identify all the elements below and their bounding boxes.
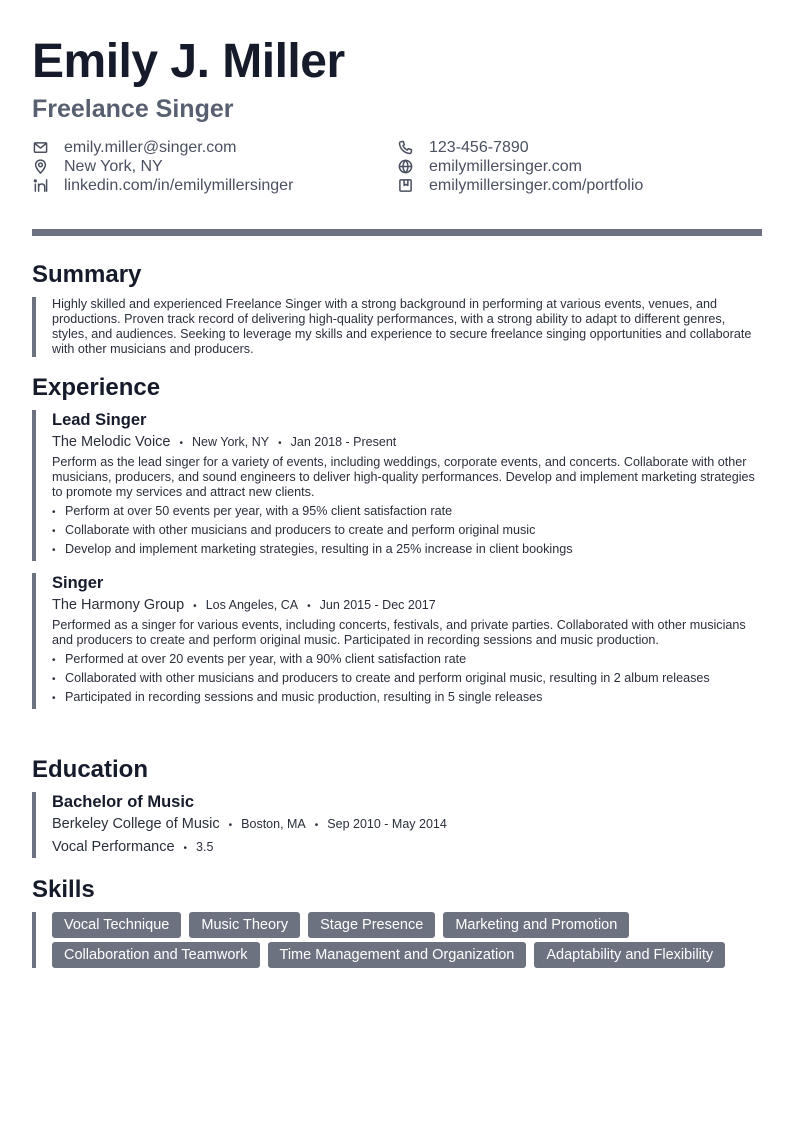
job-dates: Jan 2018 - Present xyxy=(290,435,397,449)
job-company: The Melodic Voice xyxy=(52,434,171,450)
job-company: The Harmony Group xyxy=(52,597,185,613)
job-dates: Jun 2015 - Dec 2017 xyxy=(319,598,436,612)
skill-tag: Marketing and Promotion xyxy=(443,912,629,938)
experience-item xyxy=(32,573,762,709)
phone-icon xyxy=(397,140,413,156)
skill-tag: Music Theory xyxy=(189,912,300,938)
header-divider xyxy=(32,229,762,236)
contact-location xyxy=(32,157,163,176)
summary-section xyxy=(32,297,762,357)
school-location: Boston, MA xyxy=(241,817,306,831)
contact-phone[interactable] xyxy=(397,138,529,157)
field-of-study: Vocal Performance xyxy=(52,839,175,855)
summary-text: Highly skilled and experienced Freelance Singer with a strong background in performing at various events, venues, and productions. Proven track record of delivering high-quality performances, with a strong ability to adapt to different genres, styles, and audiences. Seeking to leverage my skills and experience to secure freelance singing opportunities and collaborate with other musicians and producers. xyxy=(52,297,752,356)
achievement-item: • Participated in recording sessions and music production, resulting in 5 single releases xyxy=(52,690,762,705)
portfolio-icon xyxy=(397,178,413,194)
skill-tag: Adaptability and Flexibility xyxy=(534,942,725,968)
contact-portfolio-text: emilymillersinger.com/portfolio xyxy=(429,176,644,194)
job-achievements xyxy=(52,504,762,557)
achievement-item: • Collaborated with other musicians and producers to create and perform original music, resulting in 2 album releases xyxy=(52,671,762,686)
achievement-item: • Collaborate with other musicians and producers to create and perform original music xyxy=(52,523,762,538)
skill-tag: Time Management and Organization xyxy=(268,942,527,968)
job-achievements xyxy=(52,652,762,705)
contact-email[interactable] xyxy=(32,138,236,157)
education-item xyxy=(32,792,762,858)
job-meta xyxy=(52,596,762,616)
contact-linkedin-text: linkedin.com/in/emilymillersinger xyxy=(64,176,294,194)
job-description: Perform as the lead singer for a variety of events, including weddings, corporate events, and concerts. Collaborate with other musicians, producers, and sound engineers to deliver high-quality performances. Develop and implement marketing strategies to promote my services and attract new clients. xyxy=(52,455,755,499)
separator-dot: • xyxy=(193,601,197,612)
contact-phone-text: 123-456-7890 xyxy=(429,138,529,156)
degree-title: Bachelor of Music xyxy=(52,793,195,811)
candidate-role: Freelance Singer xyxy=(32,95,234,123)
contact-location-text: New York, NY xyxy=(64,157,163,175)
candidate-name: Emily J. Miller xyxy=(32,35,345,88)
achievement-item: • Performed at over 20 events per year, with a 90% client satisfaction rate xyxy=(52,652,762,667)
achievement-item: • Perform at over 50 events per year, with a 95% client satisfaction rate xyxy=(52,504,762,519)
experience-item xyxy=(32,410,762,561)
education-meta xyxy=(52,815,762,835)
linkedin-icon xyxy=(32,178,48,194)
skill-tag: Vocal Technique xyxy=(52,912,181,938)
separator-dot: • xyxy=(278,438,282,449)
separator-dot: • xyxy=(228,820,233,831)
experience-heading: Experience xyxy=(32,374,161,401)
summary-heading: Summary xyxy=(32,261,142,288)
achievement-item: • Develop and implement marketing strategies, resulting in a 25% increase in client bookings xyxy=(52,542,762,557)
school-name: Berkeley College of Music xyxy=(52,816,220,832)
skills-section xyxy=(32,912,732,968)
contact-website[interactable] xyxy=(397,157,582,176)
contact-linkedin[interactable] xyxy=(32,176,293,195)
job-meta xyxy=(52,433,762,453)
education-heading: Education xyxy=(32,756,149,783)
job-description: Performed as a singer for various events, including concerts, festivals, and private parties. Collaborated with other musicians and producers to create and perform original music. Participated in recording sessions and music production. xyxy=(52,618,746,647)
skill-tag: Stage Presence xyxy=(308,912,435,938)
separator-dot: • xyxy=(179,438,183,449)
job-location: Los Angeles, CA xyxy=(205,598,299,612)
separator-dot: • xyxy=(183,843,188,854)
gpa-value: 3.5 xyxy=(196,840,214,854)
skills-list xyxy=(52,912,732,968)
location-pin-icon xyxy=(32,159,48,175)
job-title: Singer xyxy=(52,574,104,592)
separator-dot: • xyxy=(314,820,319,831)
mail-icon xyxy=(32,140,48,156)
skill-tag: Collaboration and Teamwork xyxy=(52,942,260,968)
job-location: New York, NY xyxy=(192,435,270,449)
skills-heading: Skills xyxy=(32,876,95,903)
contact-email-text: emily.miller@singer.com xyxy=(64,138,237,156)
education-dates: Sep 2010 - May 2014 xyxy=(327,817,447,831)
education-field-row xyxy=(52,838,762,858)
globe-icon xyxy=(397,159,413,175)
job-title: Lead Singer xyxy=(52,411,147,429)
contact-website-text: emilymillersinger.com xyxy=(429,157,582,175)
separator-dot: • xyxy=(307,601,311,612)
contact-portfolio[interactable] xyxy=(397,176,643,195)
